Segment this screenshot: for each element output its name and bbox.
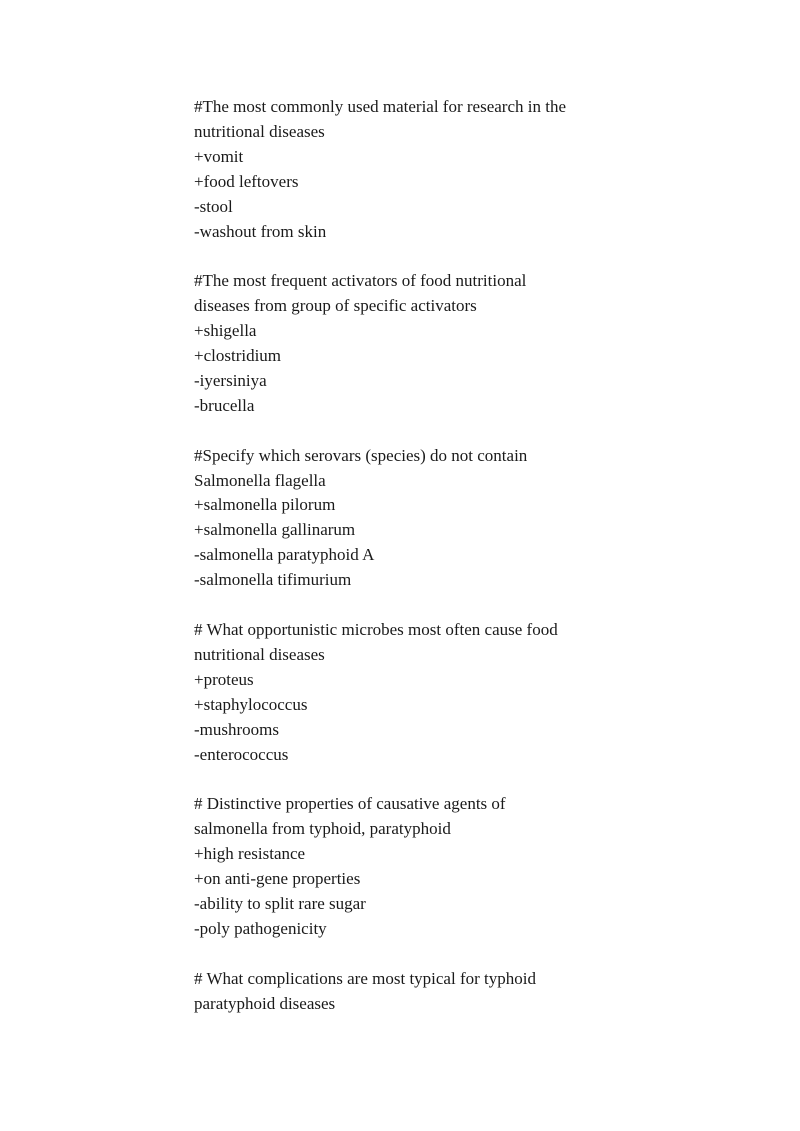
question-text: salmonella from typhoid, paratyphoid	[194, 819, 451, 839]
answer-option: -washout from skin	[194, 221, 327, 241]
document-page	[194, 95, 624, 1041]
question-block	[194, 967, 624, 1017]
question-text: nutritional diseases	[194, 121, 325, 141]
question-text: diseases from group of specific activators	[194, 296, 477, 316]
question-text: nutritional diseases	[194, 644, 325, 664]
answer-option: -iyersiniya	[194, 370, 267, 390]
question-block	[194, 792, 624, 941]
question-block	[194, 618, 624, 767]
answer-option: -salmonella paratyphoid A	[194, 545, 375, 565]
answer-option: +shigella	[194, 321, 257, 341]
answer-option: -stool	[194, 196, 233, 216]
answer-option: -salmonella tifimurium	[194, 570, 352, 590]
answer-option: +salmonella pilorum	[194, 495, 336, 515]
question-text: #The most frequent activators of food nutritional	[194, 271, 527, 291]
answer-option: +staphylococcus	[194, 694, 308, 714]
answer-option: +high resistance	[194, 844, 306, 864]
answer-option: -brucella	[194, 395, 255, 415]
answer-option: -poly pathogenicity	[194, 918, 327, 938]
answer-option: -ability to split rare sugar	[194, 893, 366, 913]
question-block	[194, 95, 624, 244]
question-text: Salmonella flagella	[194, 470, 326, 490]
question-text: # What complications are most typical for typhoid	[194, 968, 536, 988]
question-text: paratyphoid diseases	[194, 993, 336, 1013]
answer-option: -mushrooms	[194, 719, 279, 739]
answer-option: -enterococcus	[194, 744, 289, 764]
question-text: #Specify which serovars (species) do not contain	[194, 445, 528, 465]
answer-option: +salmonella gallinarum	[194, 520, 356, 540]
question-text: # Distinctive properties of causative agents of	[194, 794, 506, 814]
answer-option: +on anti-gene properties	[194, 869, 361, 889]
question-block	[194, 444, 624, 593]
answer-option: +proteus	[194, 669, 254, 689]
question-text: #The most commonly used material for research in the	[194, 97, 566, 116]
question-block	[194, 269, 624, 418]
question-text: # What opportunistic microbes most often cause food	[194, 619, 558, 639]
answer-option: +vomit	[194, 146, 244, 166]
answer-option: +clostridium	[194, 346, 282, 366]
answer-option: +food leftovers	[194, 171, 299, 191]
